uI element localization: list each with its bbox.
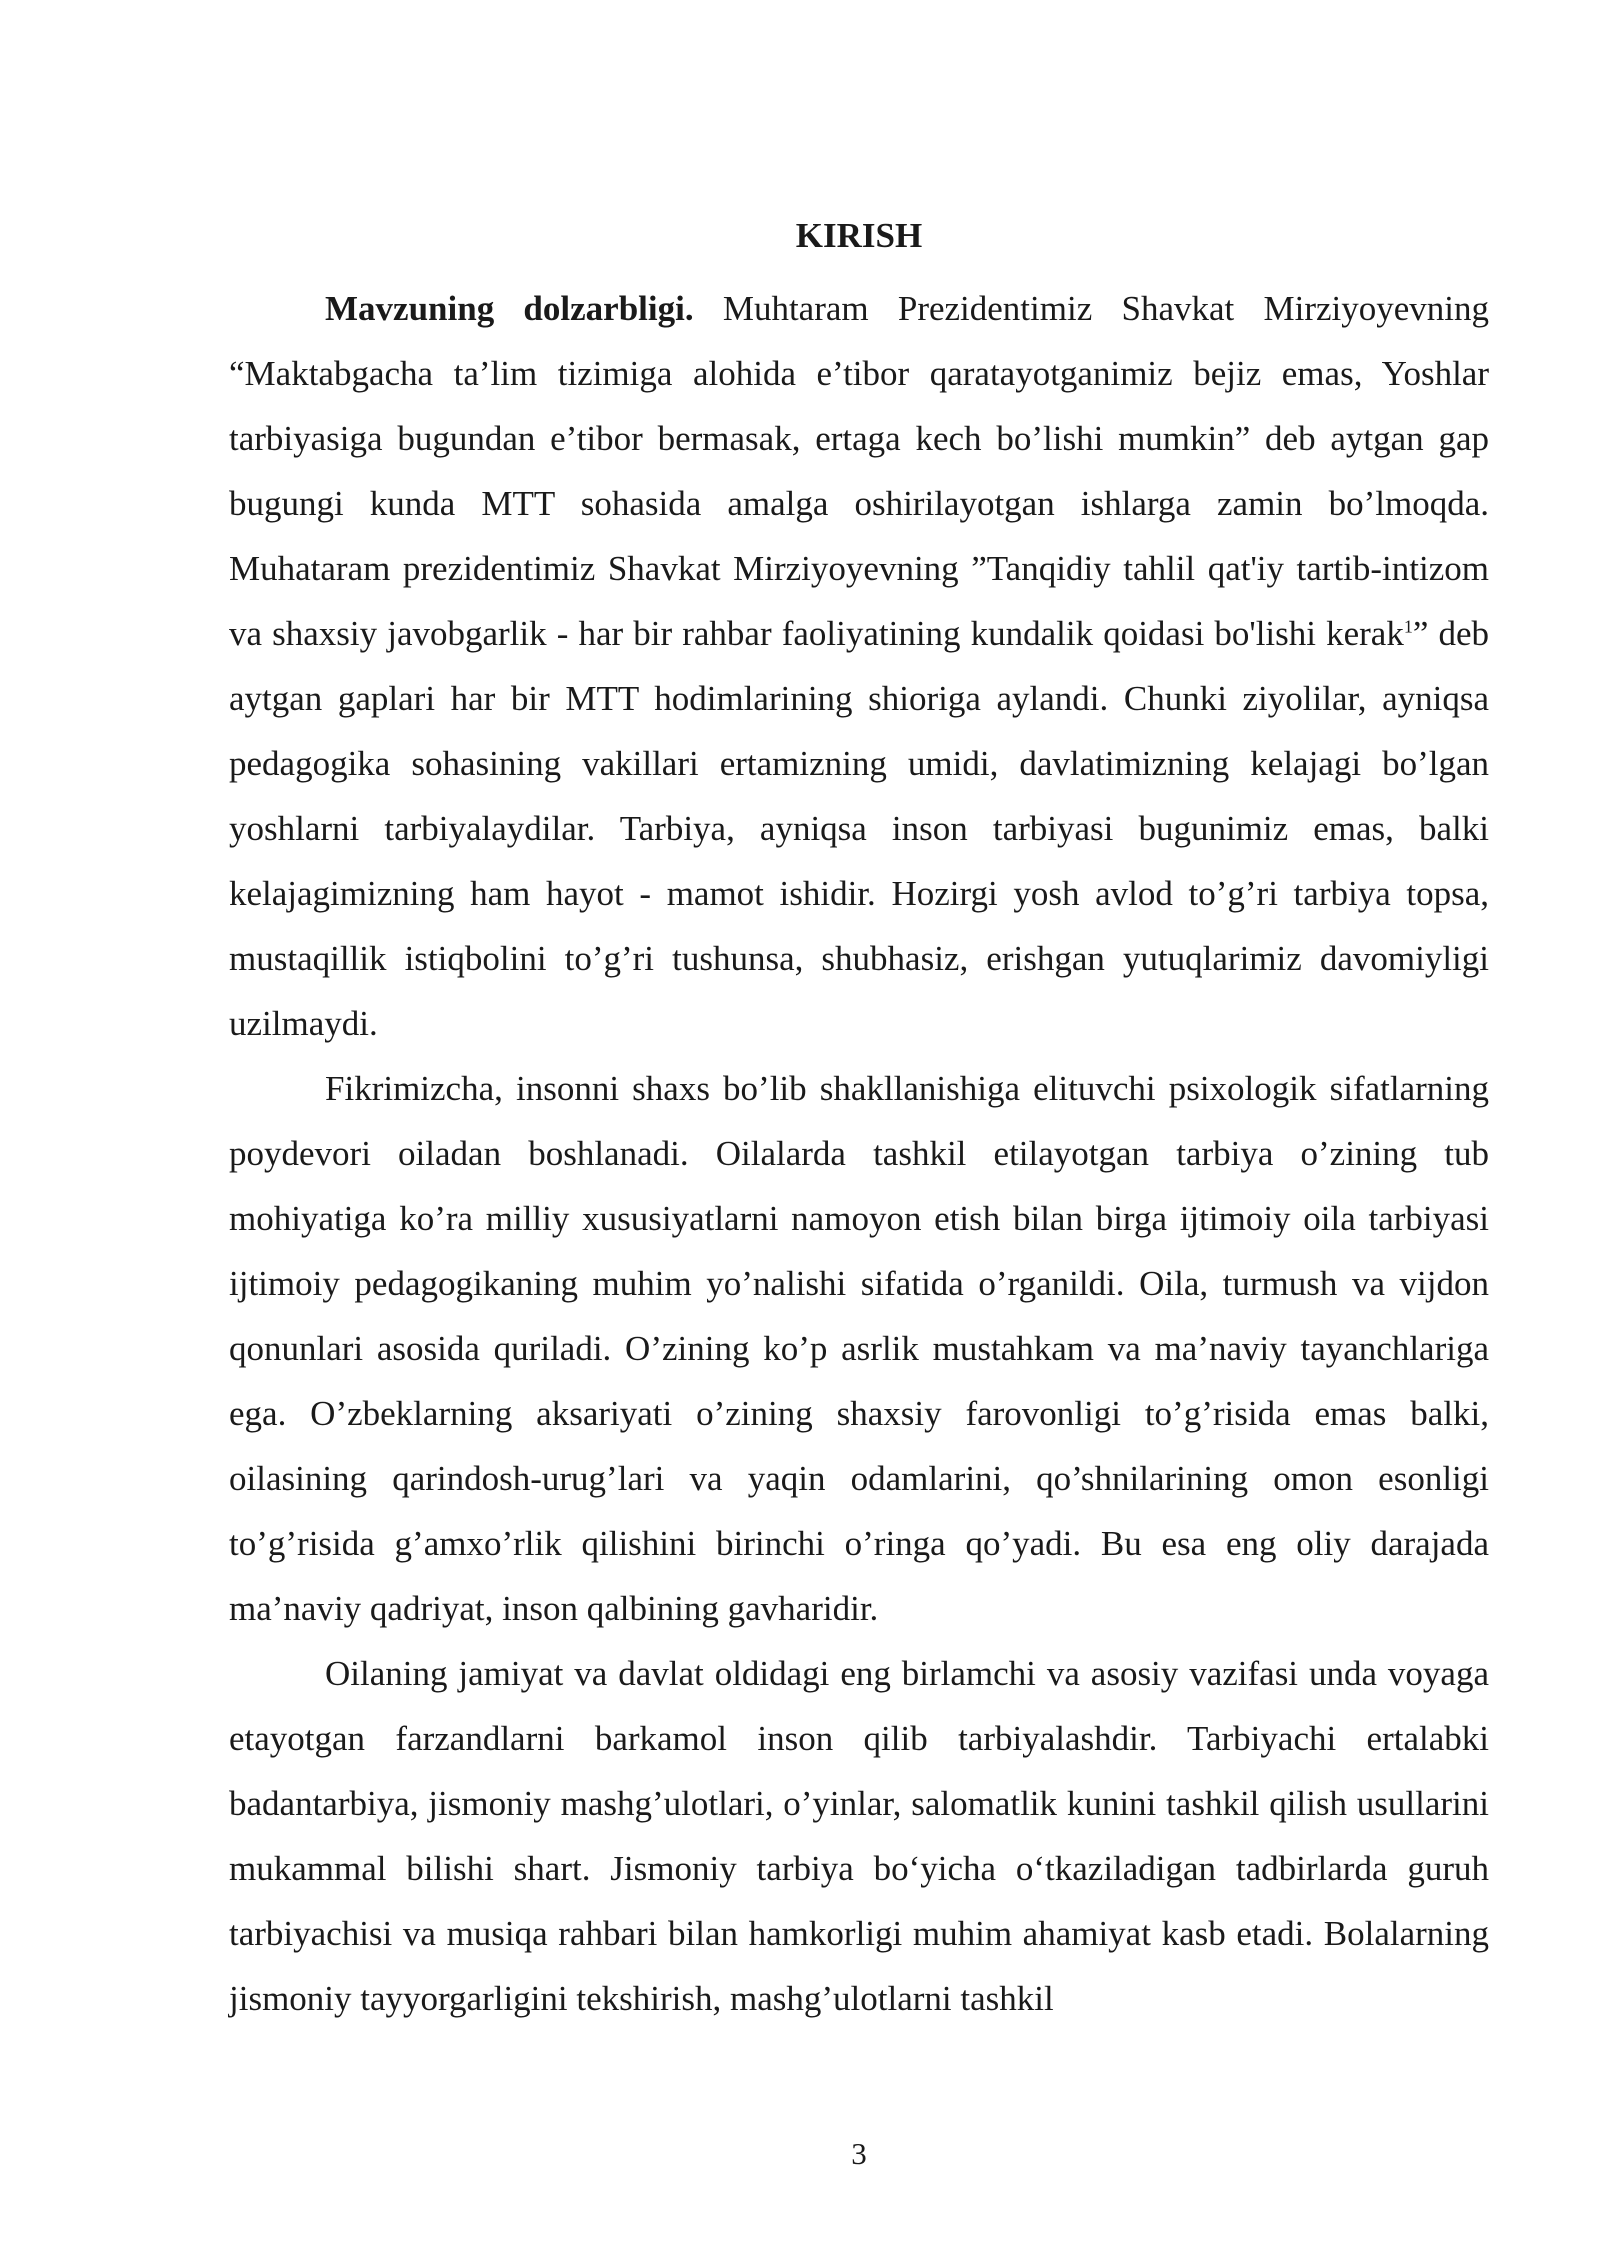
page-number: 3	[851, 2136, 867, 2171]
paragraph-text: Muhtaram Prezidentimiz Shavkat Mirziyoyevning “Maktabgacha ta’lim tizimiga alohida e’tibor qaratayotganimiz bejiz emas, Yoshlar tarbiyasiga bugundan e’tibor bermasak, ertaga kech bo’lishi mumkin” deb aytgan gap bugungi kunda MTT sohasida amalga oshirilayotgan ishlarga zamin bo’lmoqda. Muhataram prezidentimiz Shavkat Mirziyoyevning ”Tanqidiy tahlil qat'iy tartib-intizom va shaxsiy javobgarlik - har bir rahbar faoliyatining kundalik qoidasi bo'lishi kerak	[229, 289, 1489, 653]
paragraph-text: ” deb aytgan gaplari har bir MTT hodimlarining shioriga aylandi. Chunki ziyolilar, ayniqsa pedagogika sohasining vakillari ertamizning umidi, davlatimizning kelajagi bo’lgan yoshlarni tarbiyalaydilar. Tarbiya, ayniqsa inson tarbiyasi bugunimiz emas, balki kelajagimizning ham hayot - mamot ishidir. Hozirgi yosh avlod to’g’ri tarbiya topsa, mustaqillik istiqbolini to’g’ri tushunsa, shubhasiz, erishgan yutuqlarimiz davomiyligi uzilmaydi.	[229, 614, 1489, 1043]
paragraph-family-psychology: Fikrimizcha, insonni shaxs bo’lib shakllanishiga elituvchi psixologik sifatlarning poydevori oiladan boshlanadi. Oilalarda tashkil etilayotgan tarbiya o’zining tub mohiyatiga ko’ra milliy xususiyatlarni namoyon etish bilan birga ijtimoiy oila tarbiyasi ijtimoiy pedagogikaning muhim yo’nalishi sifatida o’rganildi. Oila, turmush va vijdon qonunlari asosida quriladi. O’zining ko’p asrlik mustahkam va ma’naviy tayanchlariga ega. O’zbeklarning aksariyati o’zining shaxsiy farovonligi to’g’risida emas balki, oilasining qarindosh-urug’lari va yaqin odamlarini, qo’shnilarining omon esonligi to’g’risida g’amxo’rlik qilishini birinchi o’ringa qo’yadi. Bu esa eng oliy darajada ma’naviy qadriyat, inson qalbining gavharidir.	[229, 1069, 1489, 1628]
paragraph-relevance	[229, 276, 1489, 1056]
section-title: KIRISH	[795, 216, 923, 255]
paragraph-family-duty: Oilaning jamiyat va davlat oldidagi eng birlamchi va asosiy vazifasi unda voyaga etayotgan farzandlarni barkamol inson qilib tarbiyalashdir. Tarbiyachi ertalabki badantarbiya, jismoniy mashg’ulotlari, o’yinlar, salomatlik kunini tashkil qilish usullarini mukammal bilishi shart. Jismoniy tarbiya bo‘yicha o‘tkaziladigan tadbirlarda guruh tarbiyachisi va musiqa rahbari bilan hamkorligi muhim ahamiyat kasb etadi. Bolalarning jismoniy tayyorgarligini tekshirish, mashg’ulotlarni tashkil	[229, 1654, 1489, 2018]
paragraph-lead: Mavzuning dolzarbligi.	[325, 289, 694, 328]
footnote-reference: 1	[1403, 616, 1413, 637]
body-text	[229, 276, 1489, 2031]
